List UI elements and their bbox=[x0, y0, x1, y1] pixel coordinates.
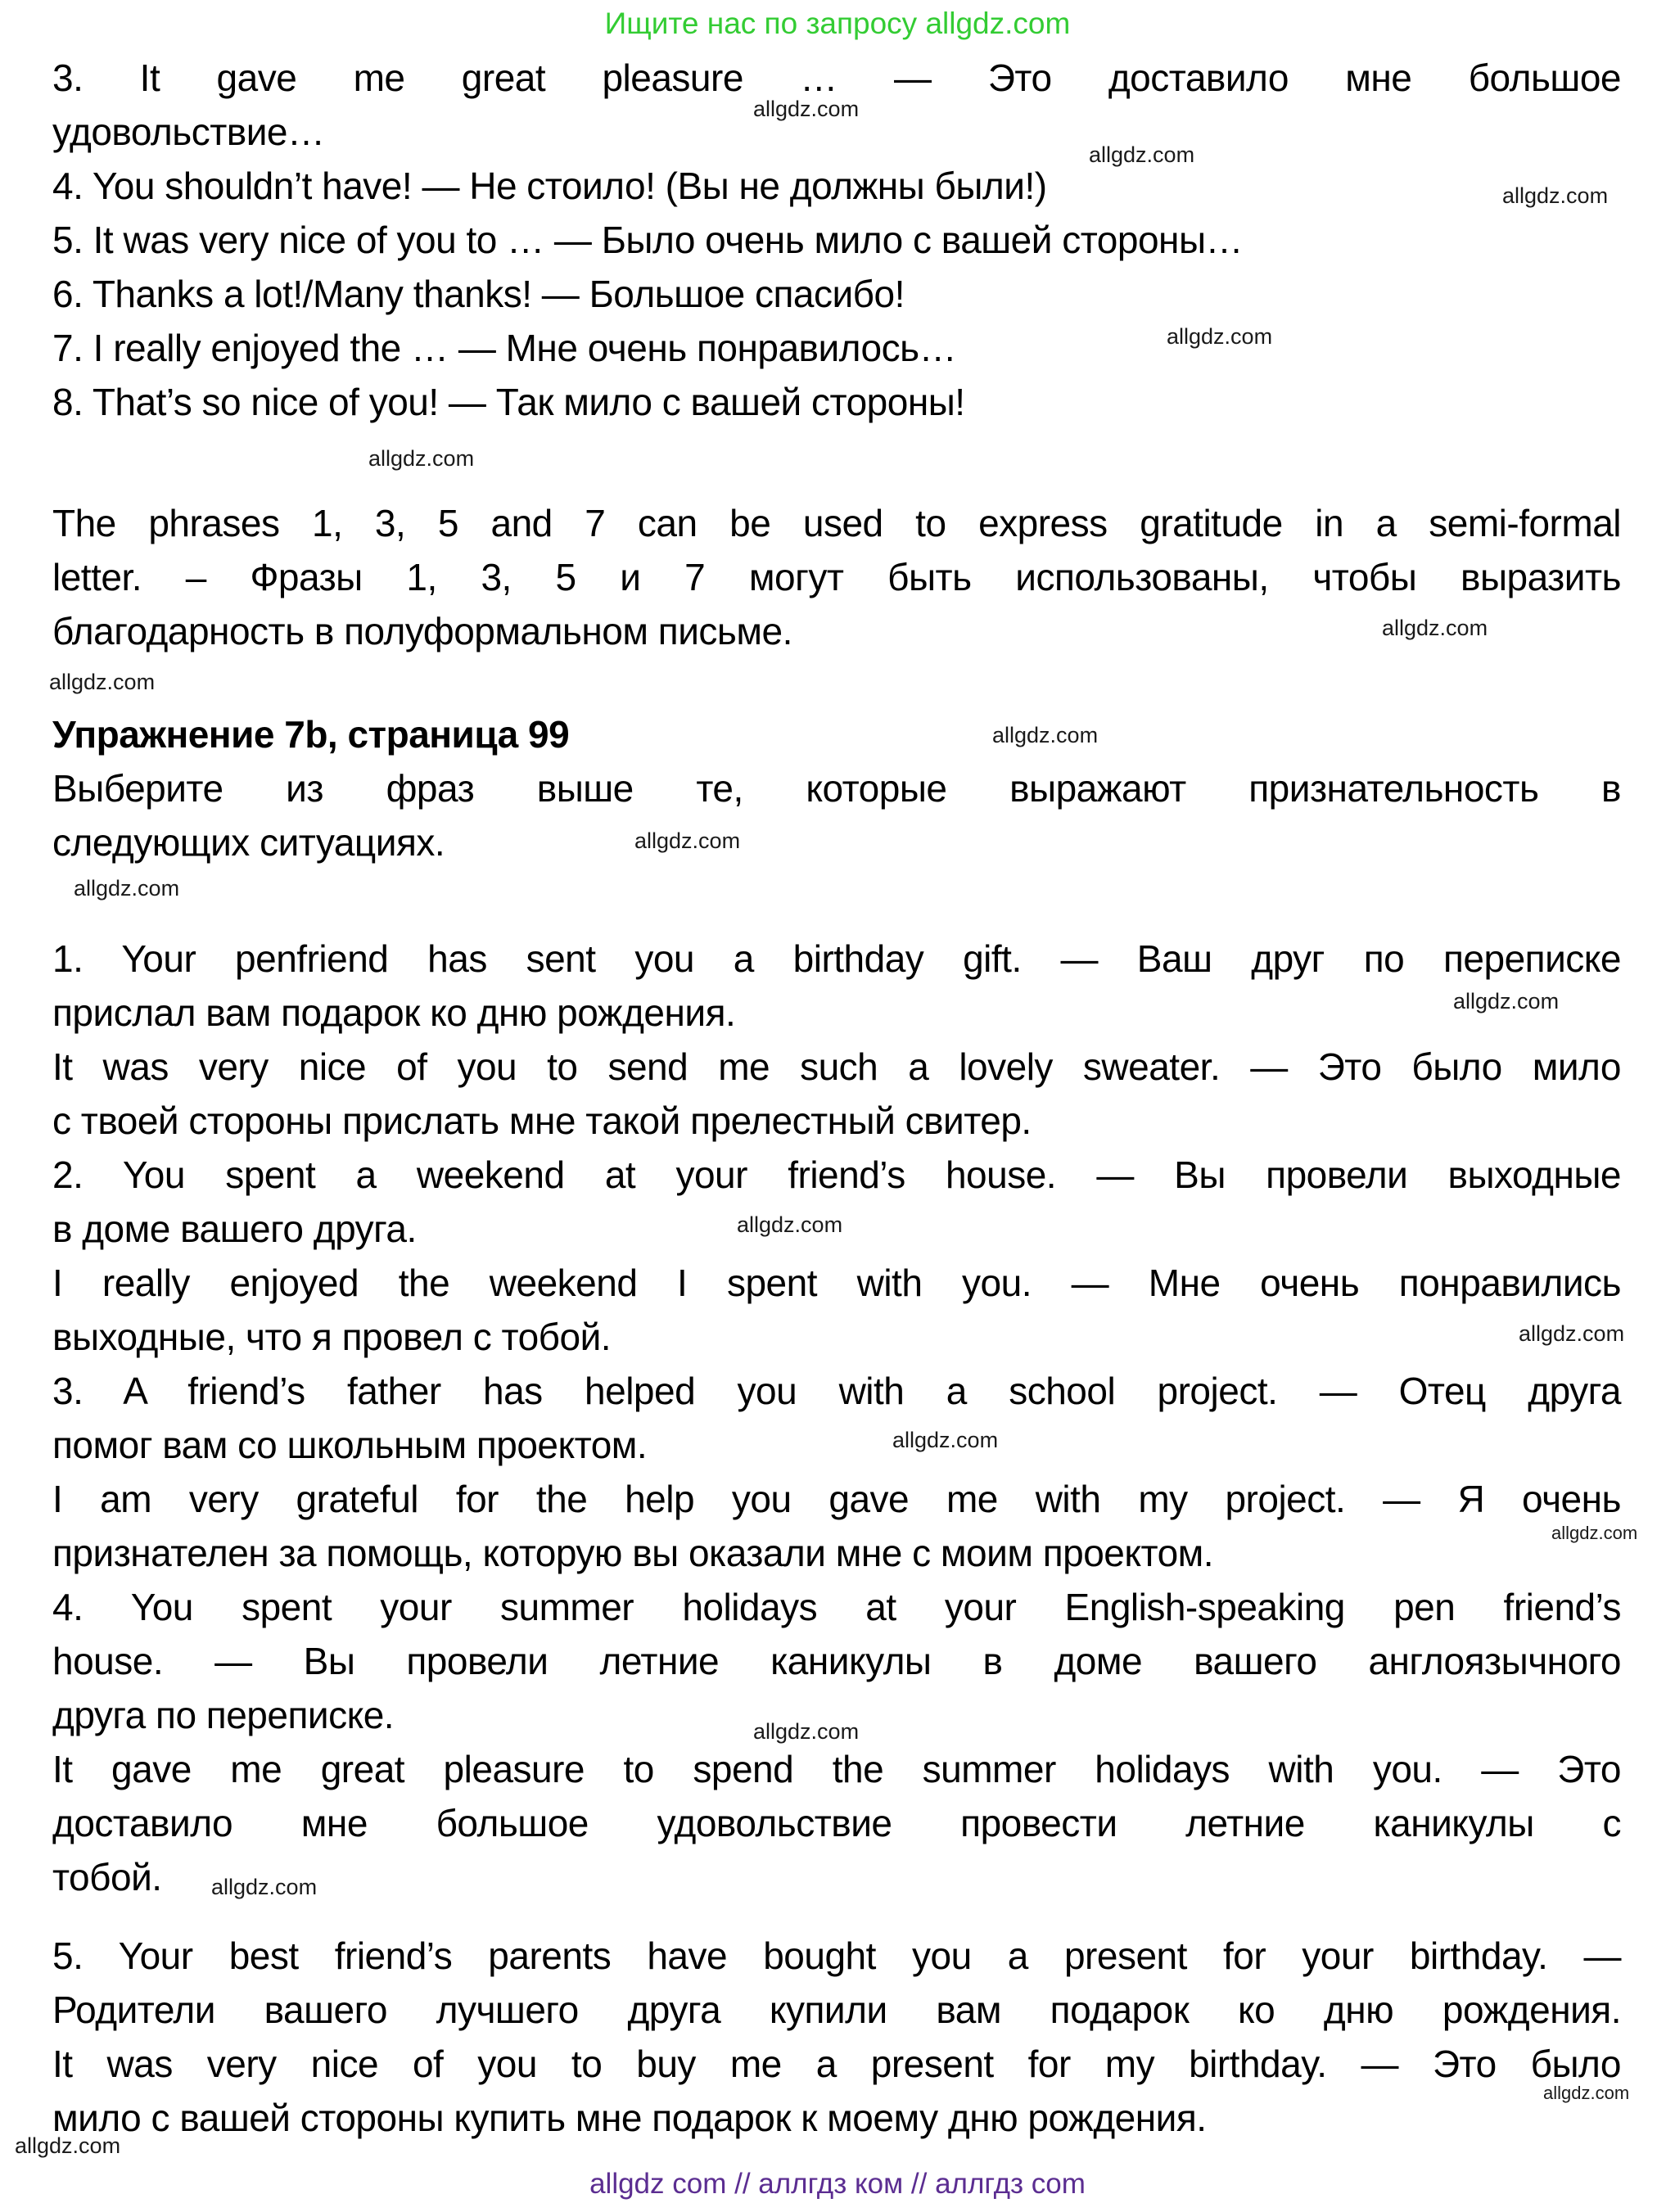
text-line: letter. – Фразы 1, 3, 5 и 7 могут быть использованы, чтобы выразить bbox=[52, 556, 1621, 598]
watermark: allgdz.com bbox=[211, 1875, 318, 1899]
text-line: выходные, что я провел с тобой. bbox=[52, 1316, 612, 1358]
text-line: It gave me great pleasure to spend the summer holidays with you. — Это bbox=[52, 1748, 1621, 1790]
watermark: allgdz.com bbox=[1502, 183, 1609, 208]
text-line: 3. It gave me great pleasure … — Это доставило мне большое bbox=[52, 56, 1621, 99]
watermark: allgdz.com bbox=[368, 446, 475, 471]
text-line: с твоей стороны прислать мне такой прелестный свитер. bbox=[52, 1099, 1032, 1142]
text-line: I am very grateful for the help you gave me with my project. — Я очень bbox=[52, 1478, 1621, 1520]
watermark: allgdz.com bbox=[737, 1212, 843, 1237]
text-line: Выберите из фраз выше те, которые выражают признательность в bbox=[52, 767, 1621, 810]
text-line: It was very nice of you to buy me a present for my birthday. — Это было bbox=[52, 2043, 1621, 2085]
watermark: allgdz.com bbox=[753, 1719, 860, 1744]
promo-header: Ищите нас по запросу allgdz.com bbox=[604, 7, 1071, 40]
watermark: allgdz.com bbox=[1453, 989, 1560, 1013]
watermark: allgdz.com bbox=[1382, 616, 1488, 640]
text-line: доставило мне большое удовольствие провести летние каникулы с bbox=[52, 1802, 1621, 1844]
text-line: признателен за помощь, которую вы оказали мне с моим проектом. bbox=[52, 1532, 1214, 1574]
watermark: allgdz.com bbox=[1551, 1523, 1638, 1543]
text-line: 6. Thanks a lot!/Many thanks! — Большое спасибо! bbox=[52, 273, 905, 315]
text-line: It was very nice of you to send me such a lovely sweater. — Это было мило bbox=[52, 1045, 1621, 1088]
text-line: 8. That’s so nice of you! — Так мило с вашей стороны! bbox=[52, 381, 965, 423]
watermark: allgdz.com bbox=[753, 97, 860, 121]
text-line: тобой. bbox=[52, 1856, 162, 1898]
text-line: 3. A friend’s father has helped you with a school project. — Отец друга bbox=[52, 1370, 1621, 1412]
spacer bbox=[52, 869, 1621, 932]
text-line: удовольствие… bbox=[52, 111, 325, 153]
watermark: allgdz.com bbox=[992, 723, 1099, 747]
watermark: allgdz.com bbox=[1089, 142, 1195, 167]
watermark: allgdz.com bbox=[49, 670, 156, 694]
text-line: 5. It was very nice of you to … — Было очень мило с вашей стороны… bbox=[52, 219, 1244, 261]
text-line: 7. I really enjoyed the … — Мне очень понравилось… bbox=[52, 327, 957, 369]
exercise-heading: Упражнение 7b, страница 99 bbox=[52, 713, 570, 756]
footer-links: allgdz com // аллгдз ком // аллгдз com bbox=[589, 2168, 1086, 2200]
spacer bbox=[52, 658, 1621, 707]
text-line: 1. Your penfriend has sent you a birthday gift. — Ваш друг по переписке bbox=[52, 937, 1621, 980]
text-line: помог вам со школьным проектом. bbox=[52, 1424, 648, 1466]
text-line: 4. You shouldn’t have! — Не стоило! (Вы не должны были!) bbox=[52, 165, 1047, 207]
text-line: мило с вашей стороны купить мне подарок к моему дню рождения. bbox=[52, 2097, 1207, 2139]
text-line: 4. You spent your summer holidays at your English-speaking pen friend’s bbox=[52, 1586, 1621, 1628]
watermark: allgdz.com bbox=[1519, 1321, 1625, 1346]
text-line: I really enjoyed the weekend I spent with you. — Мне очень понравились bbox=[52, 1262, 1621, 1304]
document-body bbox=[0, 43, 1675, 2145]
watermark: allgdz.com bbox=[15, 2133, 121, 2158]
watermark: allgdz.com bbox=[1167, 324, 1273, 349]
text-line: house. — Вы провели летние каникулы в доме вашего англоязычного bbox=[52, 1640, 1621, 1682]
text-line: Родители вашего лучшего друга купили вам подарок ко дню рождения. bbox=[52, 1989, 1621, 2031]
text-line: 2. You spent a weekend at your friend’s house. — Вы провели выходные bbox=[52, 1153, 1621, 1196]
text-line: в доме вашего друга. bbox=[52, 1208, 417, 1250]
spacer bbox=[52, 429, 1621, 496]
watermark: allgdz.com bbox=[1543, 2083, 1630, 2103]
spacer bbox=[52, 1904, 1621, 1929]
watermark: allgdz.com bbox=[634, 828, 741, 853]
watermark: allgdz.com bbox=[892, 1428, 999, 1452]
text-line: прислал вам подарок ко дню рождения. bbox=[52, 991, 736, 1034]
watermark: allgdz.com bbox=[74, 876, 180, 901]
text-line: друга по переписке. bbox=[52, 1694, 395, 1736]
text-line: The phrases 1, 3, 5 and 7 can be used to express gratitude in a semi-formal bbox=[52, 502, 1621, 544]
text-line: 5. Your best friend’s parents have bought you a present for your birthday. — bbox=[52, 1934, 1621, 1977]
text-line: благодарность в полуформальном письме. bbox=[52, 610, 792, 652]
text-line: следующих ситуациях. bbox=[52, 821, 445, 864]
